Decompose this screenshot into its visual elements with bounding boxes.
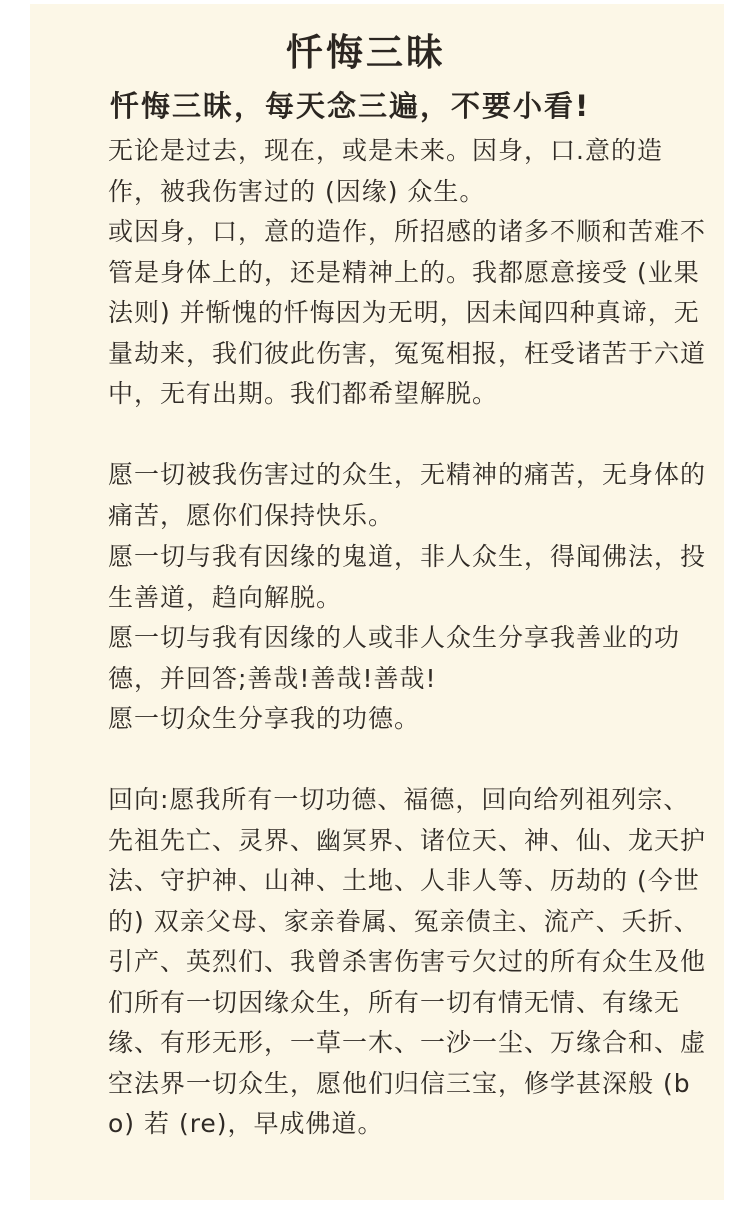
page-title: 忏悔三昧 [286,31,446,74]
paragraph-4: 愿一切与我有因缘的鬼道，非人众生，得闻佛法，投生善道，趋向解脱。 [108,542,707,612]
page-subtitle: 忏悔三昧，每天念三遍，不要小看! [110,89,591,123]
paragraph-1: 无论是过去，现在，或是未来。因身，口.意的造作，被我伤害过的 (因缘) 众生。 [108,136,663,206]
paragraph-6: 愿一切众生分享我的功德。 [108,704,421,733]
paragraph-5: 愿一切与我有因缘的人或非人众生分享我善业的功德，并回答;善哉!善哉!善哉! [108,623,681,693]
paragraph-7: 回向:愿我所有一切功德、福德，回向给列祖列宗、先祖先亡、灵界、幽冥界、诸位天、神、仙、龙天护法、守护神、山神、土地、人非人等、历劫的 (今世的) 双亲父母、家亲眷属、冤亲债主、流产、夭折、引产、英烈们、我曾杀害伤害亏欠过的所有众生及他们所有一切因缘众生，所有一切有情无情、有缘无缘、有形无形，一草一木、一沙一尘、万缘合和、虚空法界一切众生，愿他们归信三宝，修学甚深般 (bo) 若 (re)，早成佛道。 [108,785,707,1138]
article-card [30,4,724,1200]
paragraph-2: 或因身，口，意的造作，所招感的诸多不顺和苦难不管是身体上的，还是精神上的。我都愿意接受 (业果法则) 并惭愧的忏悔因为无明，因未闻四种真谛，无量劫来，我们彼此伤害，冤冤相报，枉受诸苦于六道中，无有出期。我们都希望解脱。 [108,217,707,408]
paragraph-3: 愿一切被我伤害过的众生，无精神的痛苦，无身体的痛苦，愿你们保持快乐。 [108,460,707,530]
